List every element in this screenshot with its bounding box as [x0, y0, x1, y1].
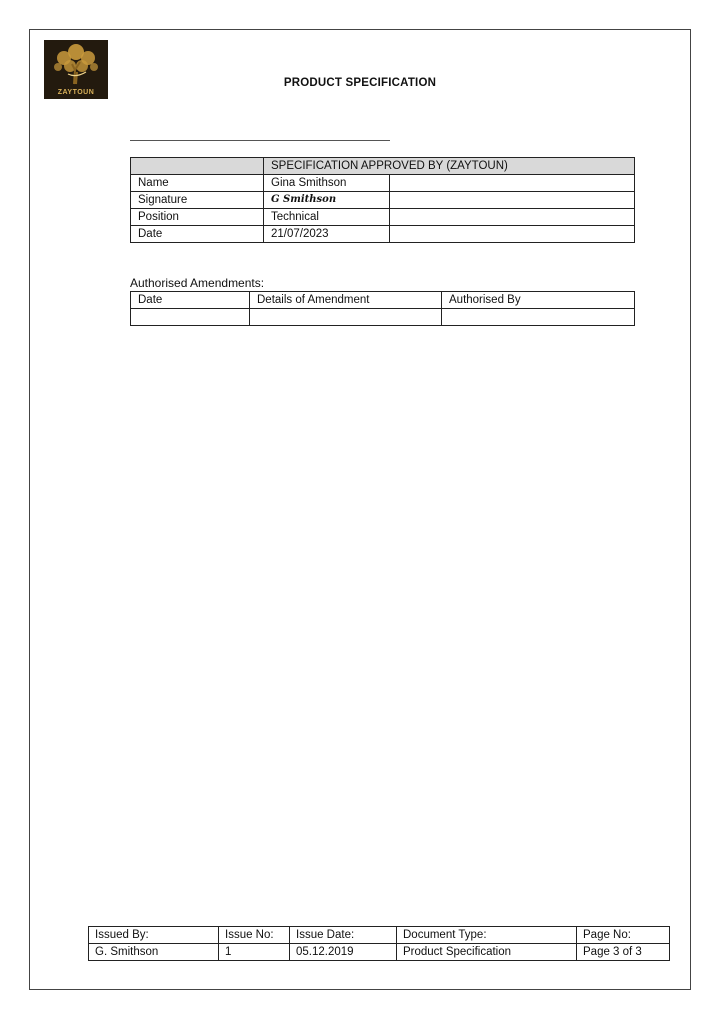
- approval-label: Signature: [131, 192, 264, 209]
- amendments-header-row: [131, 292, 635, 309]
- approval-header-cell: SPECIFICATION APPROVED BY (ZAYTOUN): [264, 158, 635, 175]
- footer-page-no-label: Page No:: [577, 927, 670, 944]
- approval-extra: [390, 209, 635, 226]
- approval-header-blank: [131, 158, 264, 175]
- footer-issue-no-label: Issue No:: [219, 927, 290, 944]
- footer-issue-date: 05.12.2019: [290, 944, 397, 961]
- approval-extra: [390, 192, 635, 209]
- amendment-date-cell: [131, 309, 250, 326]
- amendment-authorised-cell: [442, 309, 635, 326]
- footer-doc-type: Product Specification: [397, 944, 577, 961]
- signature-rule: [130, 140, 390, 141]
- footer-issue-date-label: Issue Date:: [290, 927, 397, 944]
- approval-label: Name: [131, 175, 264, 192]
- approval-row-signature: [131, 192, 635, 209]
- approval-row-position: [131, 209, 635, 226]
- footer-header-row: [89, 927, 670, 944]
- approval-value: Technical: [264, 209, 390, 226]
- amendments-col-details: Details of Amendment: [250, 292, 442, 309]
- approval-label: Position: [131, 209, 264, 226]
- table-row: [131, 309, 635, 326]
- approval-label: Date: [131, 226, 264, 243]
- approval-extra: [390, 175, 635, 192]
- page-title: PRODUCT SPECIFICATION: [283, 77, 437, 89]
- approval-value: Gina Smithson: [264, 175, 390, 192]
- amendments-col-authorised: Authorised By: [442, 292, 635, 309]
- amendments-table: [130, 291, 635, 326]
- footer-doc-type-label: Document Type:: [397, 927, 577, 944]
- zaytoun-logo: [44, 40, 108, 99]
- footer-issue-no: 1: [219, 944, 290, 961]
- amendment-details-cell: [250, 309, 442, 326]
- footer-issued-by-label: Issued By:: [89, 927, 219, 944]
- footer-page-no: Page 3 of 3: [577, 944, 670, 961]
- approval-row-name: [131, 175, 635, 192]
- approval-extra: [390, 226, 635, 243]
- handwritten-signature: G Smithson: [264, 192, 390, 209]
- logo-wordmark: ZAYTOUN: [57, 89, 95, 96]
- footer-issued-by: G. Smithson: [89, 944, 219, 961]
- approval-row-date: [131, 226, 635, 243]
- footer-value-row: [89, 944, 670, 961]
- approval-value: 21/07/2023: [264, 226, 390, 243]
- amendments-col-date: Date: [131, 292, 250, 309]
- amendments-label: Authorised Amendments:: [130, 276, 265, 290]
- footer-table: [88, 926, 670, 961]
- approval-table: [130, 157, 635, 243]
- approval-header-row: [131, 158, 635, 175]
